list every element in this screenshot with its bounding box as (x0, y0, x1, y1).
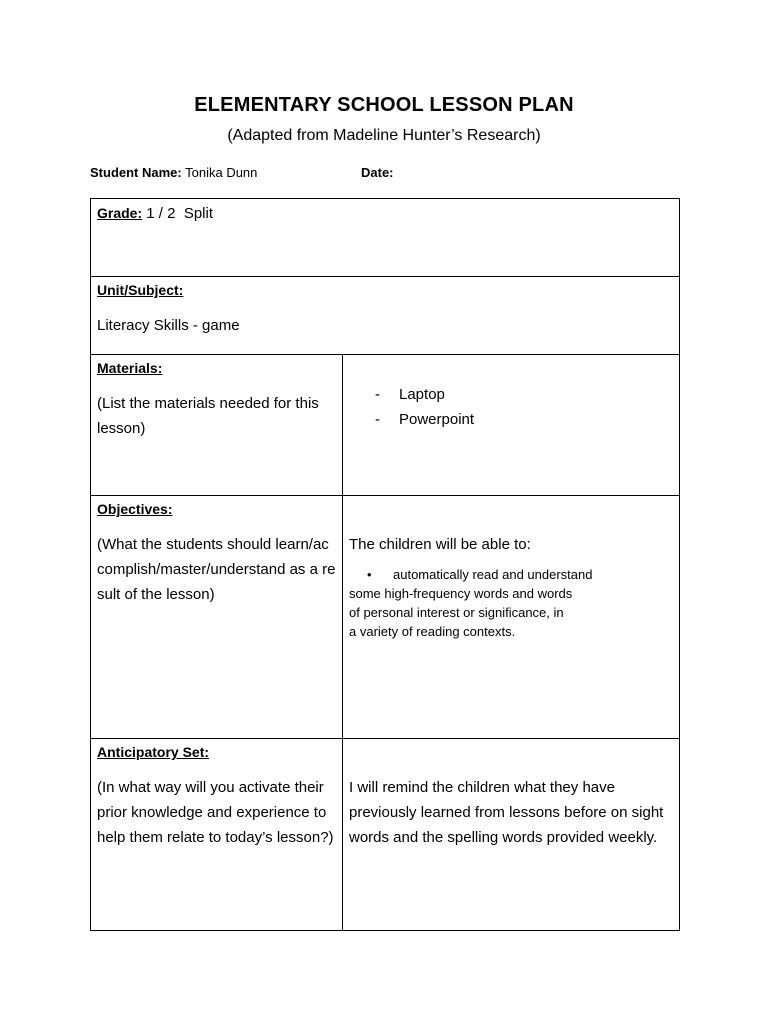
objectives-description: (What the students should learn/accomplish/master/understand as a result of the lesson) (97, 536, 336, 603)
objectives-bullet (349, 565, 673, 641)
date-line (361, 165, 394, 180)
student-name-line (90, 165, 257, 180)
materials-label: Materials: (97, 360, 163, 376)
anticipatory-response: I will remind the children what they have previously learned from lessons before on sight words and the spelling words provided weekly. (349, 779, 664, 846)
bullet-first-line: automatically read and understand (393, 567, 593, 582)
unit-value: Literacy Skills - game (97, 317, 240, 334)
materials-left-cell (91, 355, 343, 496)
bullet-icon: • (367, 567, 372, 582)
objectives-intro: The children will be able to: (349, 536, 531, 553)
materials-item: - Laptop (375, 382, 673, 407)
lesson-plan-table (90, 198, 680, 931)
unit-label: Unit/Subject: (97, 282, 184, 298)
grade-value: 1 / 2 Split (146, 205, 213, 222)
unit-cell (91, 277, 680, 355)
objectives-left-cell (91, 496, 343, 739)
anticipatory-description: (In what way will you activate their prior knowledge and experience to help them relate to today’s lesson?) (97, 779, 334, 846)
materials-description: (List the materials needed for this lesson) (97, 395, 319, 437)
bullet-line: a variety of reading contexts. (349, 624, 516, 639)
page-title: ELEMENTARY SCHOOL LESSON PLAN (194, 94, 574, 116)
anticipatory-row (91, 739, 680, 931)
objectives-right-cell (343, 496, 680, 739)
objectives-label: Objectives: (97, 501, 173, 517)
page-subtitle: (Adapted from Madeline Hunter’s Research) (227, 127, 541, 144)
materials-row (91, 355, 680, 496)
student-name-value: Tonika Dunn (185, 165, 258, 180)
materials-right-cell (343, 355, 680, 496)
anticipatory-label: Anticipatory Set: (97, 744, 210, 760)
bullet-line: some high-frequency words and words (349, 586, 573, 601)
bullet-line: of personal interest or significance, in (349, 605, 564, 620)
materials-item: - Powerpoint (375, 407, 673, 432)
grade-label: Grade: (97, 205, 143, 221)
anticipatory-left-cell (91, 739, 343, 931)
student-name-label: Student Name: (90, 165, 182, 180)
grade-cell (91, 199, 680, 277)
anticipatory-right-cell (343, 739, 680, 931)
objectives-row (91, 496, 680, 739)
materials-list (349, 382, 673, 432)
date-label: Date: (361, 165, 394, 180)
grade-row (91, 199, 680, 277)
unit-row (91, 277, 680, 355)
